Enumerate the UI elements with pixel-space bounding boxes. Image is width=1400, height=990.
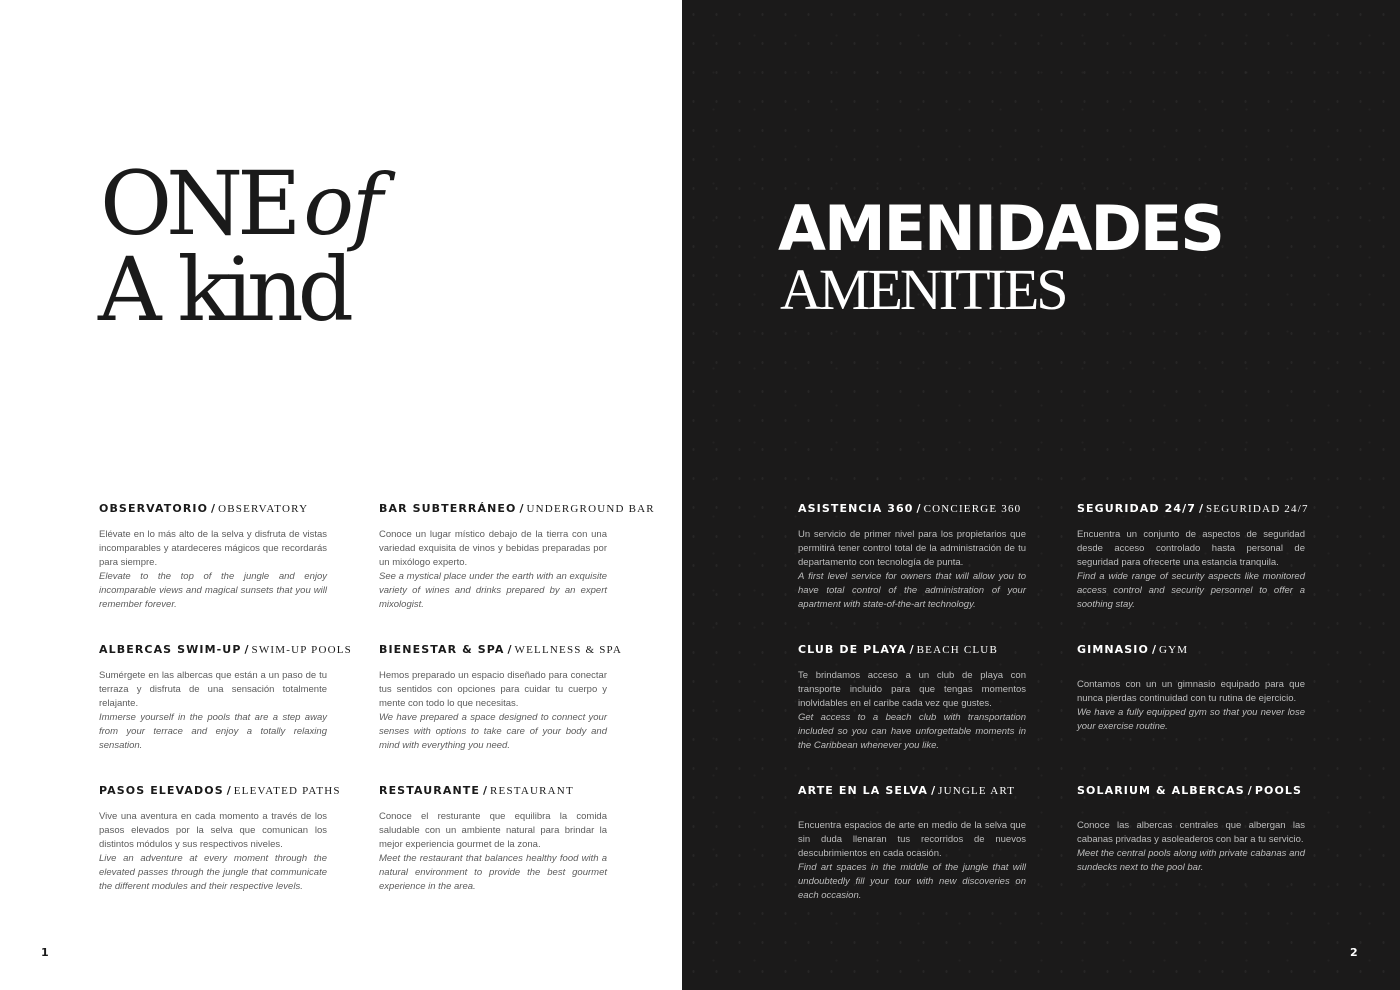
amenity-description: Elévate en lo más alto de la selva y disfruta de vistas incomparables y atardeceres mágicos que recordarás para siempre. Elevate to the top of the jungle and enjoy incomparable views and magical sunsets that you will remember forever. xyxy=(99,529,327,610)
amenity-restaurante xyxy=(379,782,607,894)
amenity-club-de-playa xyxy=(798,641,1026,753)
section-title: AMENIDADES xyxy=(778,192,1223,265)
amenity-title: SEGURIDAD 24/7 / SEGURIDAD 24/7 xyxy=(1077,502,1309,515)
amenity-gimnasio xyxy=(1077,641,1305,734)
amenity-description: Contamos con un un gimnasio equipado para que nunca pierdas continuidad con tu rutina de ejercicio. We have a fully equipped gym so that you never lose your exercise routine. xyxy=(1077,679,1305,732)
amenity-asistencia-360 xyxy=(798,500,1026,612)
brand-line-1 xyxy=(100,152,382,255)
amenity-title: RESTAURANTE / RESTAURANT xyxy=(379,784,574,797)
amenity-bienestar-spa xyxy=(379,641,623,753)
amenity-bar-subterraneo xyxy=(379,500,655,612)
amenity-description: Te brindamos acceso a un club de playa con transporte incluido para que tengas momentos inolvidables en el caribe cada vez que gustes. Get access to a beach club with transportation included so you can have unforgettable moments in the Caribbean whenever you like. xyxy=(798,670,1026,751)
left-page xyxy=(0,0,682,990)
amenity-title: PASOS ELEVADOS / ELEVATED PATHS xyxy=(99,784,341,797)
section-subtitle: AMENITIES xyxy=(780,257,1066,322)
amenity-description: Un servicio de primer nivel para los propietarios que permitirá tener control total de la administración de tu departamento con tecnología de punta. A first level service for owners that will allow you to have total control of the administration of your apartment with state-of-the-art technology. xyxy=(798,529,1026,610)
brand-line-2: A kind xyxy=(98,238,348,341)
amenity-solarium-albercas xyxy=(1077,782,1305,875)
brand-word-of: of xyxy=(303,156,382,254)
amenity-pasos-elevados xyxy=(99,782,341,894)
amenity-description: Conoce las albercas centrales que albergan las cabanas privadas y asoleaderos con bar a tu servicio. Meet the central pools along with private cabanas and sundecks next to the pool bar. xyxy=(1077,820,1305,873)
brand-word-one: ONE xyxy=(100,152,296,255)
amenity-title: BIENESTAR & SPA / WELLNESS & SPA xyxy=(379,643,623,656)
amenity-title: SOLARIUM & ALBERCAS / POOLS xyxy=(1077,784,1303,797)
amenity-title: ARTE EN LA SELVA / JUNGLE ART xyxy=(798,784,1016,797)
amenity-title: ALBERCAS SWIM-UP / SWIM-UP POOLS xyxy=(99,643,352,656)
amenity-description: Encuentra un conjunto de aspectos de seguridad desde acceso controlado hasta personal de seguridad para ofrecerte una estancia tranquila. Find a wide range of security aspects like monitored access control and security personnel to offer a soothing stay. xyxy=(1077,529,1305,610)
amenity-description: Sumérgete en las albercas que están a un paso de tu terraza y disfruta de una sensación totalmente relajante. Immerse yourself in the pools that are a step away from your terrace and enjoy a totally relaxing sensation. xyxy=(99,670,327,751)
amenity-title: ASISTENCIA 360 / CONCIERGE 360 xyxy=(798,502,1022,515)
amenity-albercas-swim-up xyxy=(99,641,352,753)
amenity-title: GIMNASIO / GYM xyxy=(1077,643,1189,656)
amenity-title: BAR SUBTERRÁNEO / UNDERGROUND BAR xyxy=(379,502,655,515)
amenity-description: Vive una aventura en cada momento a través de los pasos elevados por la selva que comunican los distintos módulos y sus respectivos niveles. Live an adventure at every moment through the elevated passes through the jungle that communicate the different modules and their respective levels. xyxy=(99,811,327,892)
amenity-seguridad xyxy=(1077,500,1309,612)
amenity-description: Encuentra espacios de arte en medio de la selva que sin duda llenaran tus recorridos de nuevos descubrimientos en cada ocasión. Find art spaces in the middle of the jungle that will undoubtedly fill your tour with new discoveries on each occasion. xyxy=(798,820,1026,901)
amenity-description: Conoce el resturante que equilibra la comida saludable con un ambiente natural para brindar la mejor experiencia gourmet de la zona. Meet the restaurant that balances healthy food with a natural environment to provide the best gourmet experience in the area. xyxy=(379,811,607,892)
amenity-title: OBSERVATORIO / OBSERVATORY xyxy=(99,502,309,515)
amenity-description: Hemos preparado un espacio diseñado para conectar tus sentidos con opciones para cuidar tu cuerpo y mente con todo lo que necesitas. We have prepared a space designed to connect your senses with options to take care of your body and mind with everything you need. xyxy=(379,670,607,751)
amenity-title: CLUB DE PLAYA / BEACH CLUB xyxy=(798,643,998,656)
amenity-observatorio xyxy=(99,500,327,612)
amenity-arte-en-la-selva xyxy=(798,782,1026,903)
amenity-description: Conoce un lugar místico debajo de la tierra con una variedad exquisita de vinos y bebidas preparadas por un mixólogo experto. See a mystical place under the earth with an exquisite variety of wines and drinks prepared by an expert mixologist. xyxy=(379,529,607,610)
page-number-left: 1 xyxy=(41,946,49,959)
page-number-right: 2 xyxy=(1350,946,1358,959)
